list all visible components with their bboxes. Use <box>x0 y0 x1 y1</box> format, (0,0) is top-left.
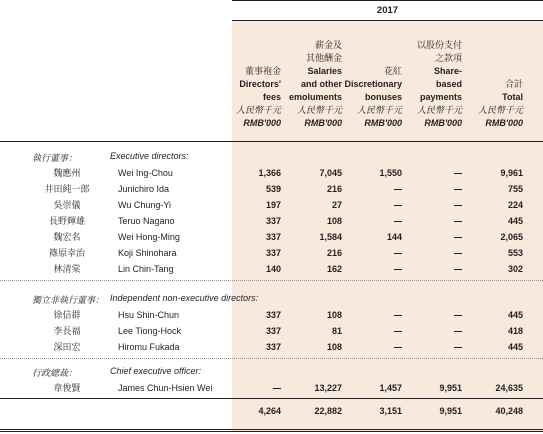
value-cell: 108 <box>326 310 342 320</box>
value-cell <box>221 380 281 396</box>
section-heading-zh: 獨立非執行董事： <box>32 295 105 305</box>
unit-zh: 人民幣千元 <box>477 105 523 115</box>
value-cell: 1,366 <box>258 168 281 178</box>
value-cell: 216 <box>326 184 342 194</box>
value-cell <box>342 323 402 339</box>
name-zh: 徐信群 <box>53 310 81 320</box>
unit-zh: 人民幣千元 <box>235 105 281 115</box>
name-en: James Chun-Hsien Wei <box>118 383 213 393</box>
value-cell: 108 <box>326 342 342 352</box>
total-cell: 40,248 <box>495 406 523 416</box>
name-zh: 韋俊賢 <box>53 383 81 393</box>
unit-zh: 人民幣千元 <box>296 105 342 115</box>
column-header-en: Share- <box>433 66 462 76</box>
value-cell <box>402 229 462 245</box>
unit-en: RMB'000 <box>243 118 281 128</box>
total-cell: 22,882 <box>314 406 342 416</box>
top-rule <box>232 0 543 1</box>
name-zh: 林清棠 <box>53 264 81 274</box>
dash-mark <box>394 269 402 270</box>
value-cell <box>402 213 462 229</box>
value-cell: 27 <box>331 200 342 210</box>
value-cell: 418 <box>507 326 523 336</box>
year-header: 2017 <box>376 5 399 16</box>
name-zh: 李長福 <box>53 326 81 336</box>
table-row <box>0 165 543 181</box>
dash-mark <box>394 221 402 222</box>
total-rule-top <box>0 398 543 399</box>
total-double-rule-2 <box>0 431 543 432</box>
value-cell: 1,584 <box>319 232 342 242</box>
column-header-zh: 花紅 <box>383 66 402 76</box>
section-separator <box>0 358 543 359</box>
value-cell <box>402 339 462 355</box>
dash-mark <box>454 205 462 206</box>
value-cell: 337 <box>265 310 281 320</box>
dash-mark <box>394 189 402 190</box>
value-cell <box>402 165 462 181</box>
section-heading-zh: 執行董事： <box>32 153 78 163</box>
value-cell: 216 <box>326 248 342 258</box>
table-row <box>0 229 543 245</box>
unit-en: RMB'000 <box>424 118 462 128</box>
column-header <box>342 65 402 130</box>
value-cell <box>342 307 402 323</box>
value-cell: 224 <box>507 200 523 210</box>
name-zh: 井田純一郎 <box>44 184 90 194</box>
table-row <box>0 323 543 339</box>
column-header-zh: 董事袍金 <box>244 66 281 76</box>
table-row <box>0 181 543 197</box>
value-cell <box>402 261 462 277</box>
value-cell: 445 <box>507 216 523 226</box>
table-row <box>0 307 543 323</box>
section-heading-en: Chief executive officer: <box>110 366 202 376</box>
unit-en: RMB'000 <box>364 118 402 128</box>
value-cell: 140 <box>265 264 281 274</box>
name-en: Lee Tiong-Hock <box>118 326 182 336</box>
value-cell: 1,457 <box>379 383 402 393</box>
name-zh: 篠原幸治 <box>48 248 85 258</box>
name-en: Wu Chung-Yi <box>118 200 172 210</box>
column-header <box>463 78 523 130</box>
total-row <box>0 403 543 419</box>
dash-mark <box>454 269 462 270</box>
dash-mark <box>394 347 402 348</box>
dash-mark <box>454 221 462 222</box>
unit-zh: 人民幣千元 <box>356 105 402 115</box>
table-row <box>0 197 543 213</box>
column-header <box>221 65 281 130</box>
value-cell: 445 <box>507 342 523 352</box>
value-cell: 9,951 <box>439 383 462 393</box>
value-cell <box>402 181 462 197</box>
value-cell: 553 <box>507 248 523 258</box>
column-header-zh: 以股份支付 <box>416 40 462 50</box>
column-header-zh: 薪金及 <box>314 40 342 50</box>
unit-en: RMB'000 <box>304 118 342 128</box>
name-zh: 魏宏名 <box>53 232 81 242</box>
section-heading-en: Executive directors: <box>110 151 189 161</box>
unit-en: RMB'000 <box>485 118 523 128</box>
table-row <box>0 213 543 229</box>
dash-mark <box>394 315 402 316</box>
section-heading-zh: 行政總裁： <box>32 368 78 378</box>
value-cell <box>402 307 462 323</box>
value-cell <box>342 245 402 261</box>
column-header-en: fees <box>262 92 281 102</box>
value-cell: 9,961 <box>500 168 523 178</box>
column-header-en: Total <box>502 92 523 102</box>
column-header-en: Salaries <box>307 66 342 76</box>
value-cell <box>342 213 402 229</box>
header-rule <box>0 141 543 142</box>
total-double-rule-1 <box>0 429 543 430</box>
table-row <box>0 380 543 396</box>
column-header-en: based <box>435 79 462 89</box>
name-en: Wei Hong-Ming <box>118 232 180 242</box>
total-cell: 4,264 <box>258 406 281 416</box>
dash-mark <box>454 347 462 348</box>
value-cell <box>342 197 402 213</box>
column-header-en: and other <box>300 79 342 89</box>
name-en: Hiromu Fukada <box>118 342 180 352</box>
value-cell: 162 <box>326 264 342 274</box>
value-cell: 337 <box>265 248 281 258</box>
table-row <box>0 261 543 277</box>
total-cell: 3,151 <box>379 406 402 416</box>
dash-mark <box>394 205 402 206</box>
dash-mark <box>454 315 462 316</box>
table-row <box>0 245 543 261</box>
column-header-zh: 其他酬金 <box>305 53 342 63</box>
value-cell: 302 <box>507 264 523 274</box>
section-heading-en: Independent non-executive directors: <box>110 293 259 303</box>
value-cell <box>402 323 462 339</box>
name-zh: 吳崇儀 <box>53 200 81 210</box>
value-cell: 337 <box>265 216 281 226</box>
total-cell: 9,951 <box>439 406 462 416</box>
value-cell: 2,065 <box>500 232 523 242</box>
value-cell: 337 <box>265 232 281 242</box>
value-cell: 539 <box>265 184 281 194</box>
column-header <box>282 39 342 130</box>
column-header-en: Directors' <box>239 79 281 89</box>
column-header-en: bonuses <box>364 92 402 102</box>
value-cell: 81 <box>331 326 342 336</box>
value-cell: 337 <box>265 326 281 336</box>
name-en: Wei Ing-Chou <box>118 168 173 178</box>
name-en: Lin Chin-Tang <box>118 264 174 274</box>
value-cell <box>402 245 462 261</box>
name-zh: 長野輝雄 <box>48 216 85 226</box>
value-cell: 755 <box>507 184 523 194</box>
value-cell <box>342 261 402 277</box>
value-cell: 13,227 <box>314 383 342 393</box>
table-row <box>0 339 543 355</box>
name-en: Hsu Shin-Chun <box>118 310 180 320</box>
dash-mark <box>454 253 462 254</box>
column-header-zh: 合計 <box>504 79 523 89</box>
value-cell: 337 <box>265 342 281 352</box>
dash-mark <box>454 173 462 174</box>
value-cell: 445 <box>507 310 523 320</box>
value-cell: 108 <box>326 216 342 226</box>
name-zh: 深田宏 <box>53 342 81 352</box>
value-cell: 24,635 <box>495 383 523 393</box>
value-cell: 7,045 <box>319 168 342 178</box>
dash-mark <box>394 331 402 332</box>
dash-mark <box>454 237 462 238</box>
section-separator <box>0 280 543 281</box>
dash-mark <box>454 189 462 190</box>
value-cell: 144 <box>386 232 402 242</box>
dash-mark <box>273 388 281 389</box>
dash-mark <box>454 331 462 332</box>
name-en: Koji Shinohara <box>118 248 177 258</box>
value-cell <box>342 181 402 197</box>
year-rule <box>232 20 543 21</box>
value-cell <box>402 197 462 213</box>
value-cell <box>342 339 402 355</box>
name-zh: 魏應州 <box>53 168 81 178</box>
column-header-en: payments <box>419 92 462 102</box>
name-en: Teruo Nagano <box>118 216 175 226</box>
value-cell: 1,550 <box>379 168 402 178</box>
dash-mark <box>394 253 402 254</box>
unit-zh: 人民幣千元 <box>416 105 462 115</box>
column-header-zh: 之款項 <box>434 53 462 63</box>
column-header <box>402 39 462 130</box>
name-en: Junichiro Ida <box>118 184 170 194</box>
column-header-en: Discretionary <box>344 79 402 89</box>
column-header-en: emoluments <box>288 92 342 102</box>
value-cell: 197 <box>265 200 281 210</box>
